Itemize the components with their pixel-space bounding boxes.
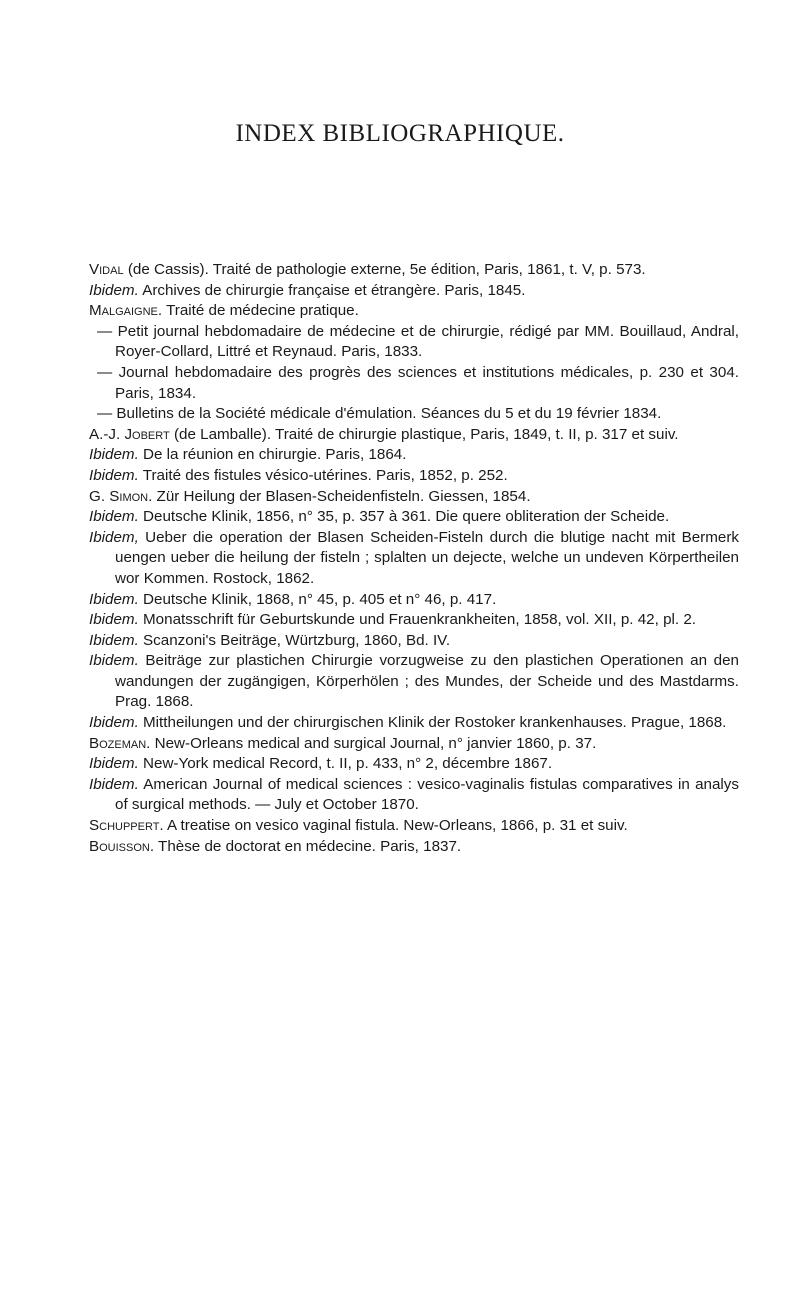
bibliography-entry	[89, 837, 739, 858]
bibliography-entry	[89, 281, 739, 302]
bibliography-entry	[89, 425, 739, 446]
entry-text: New-York medical Record, t. II, p. 433, n° 2, décembre 1867.	[138, 755, 553, 773]
entry-author: Ibidem.	[89, 714, 139, 732]
entry-author: Ibidem.	[89, 775, 139, 793]
entry-text: Petit journal hebdomadaire de médecine et de chirurgie, rédigé par MM. Bouillaud, Andral, Royer-Collard, Littré et Reynaud. Paris, 1833.	[112, 322, 739, 361]
entry-text: Thèse de doctorat en médecine. Paris, 1837.	[154, 837, 462, 855]
bibliography-entry	[89, 445, 739, 466]
bibliography-entry	[89, 631, 739, 652]
bibliography-entry	[89, 590, 739, 611]
bibliography-entry	[89, 466, 739, 487]
entry-author: Schuppert.	[89, 817, 164, 835]
bibliography-entry	[89, 322, 739, 363]
entry-author: —	[97, 405, 113, 423]
entry-author: Ibidem.	[89, 446, 139, 464]
entry-text: American Journal of medical sciences : vesico-vaginalis fistulas comparatives in analys of surgical methods. — July et October 1870.	[115, 775, 739, 814]
entry-text: Zür Heilung der Blasen-Scheidenfisteln. Giessen, 1854.	[152, 487, 531, 505]
bibliography-entry	[89, 754, 739, 775]
bibliography-entry	[89, 363, 739, 404]
entry-author: Bozeman.	[89, 734, 151, 752]
bibliography-list	[89, 260, 739, 857]
entry-author: Ibidem.	[89, 590, 139, 608]
entry-text: Monatsschrift für Geburtskunde und Frauenkrankheiten, 1858, vol. XII, p. 42, pl. 2.	[138, 611, 696, 629]
entry-author: A.-J. Jobert	[89, 425, 170, 443]
entry-author: Ibidem.	[89, 755, 139, 773]
entry-text: Beiträge zur plastichen Chirurgie vorzugweise zu den plastichen Operationen an den wandungen der zugängigen, Körperhölen ; des Mundes, der Scheide und des Mastdarms. Prag. 1868.	[115, 652, 739, 711]
entry-text: De la réunion en chirurgie. Paris, 1864.	[138, 446, 407, 464]
entry-author: —	[97, 322, 113, 340]
entry-text: Deutsche Klinik, 1856, n° 35, p. 357 à 361. Die quere obliteration der Scheide.	[138, 508, 670, 526]
entry-author: Ibidem.	[89, 611, 139, 629]
bibliography-entry	[89, 507, 739, 528]
entry-author: G. Simon.	[89, 487, 153, 505]
bibliography-entry	[89, 610, 739, 631]
entry-text: New-Orleans medical and surgical Journal, n° janvier 1860, p. 37.	[150, 734, 597, 752]
entry-author: Malgaigne.	[89, 302, 163, 320]
entry-author: Vidal	[89, 261, 124, 278]
bibliography-entry	[89, 487, 739, 508]
bibliography-entry	[89, 651, 739, 713]
bibliography-entry	[89, 528, 739, 590]
bibliography-entry	[89, 260, 739, 281]
entry-text: Journal hebdomadaire des progrès des sciences et institutions médicales, p. 230 et 304. Paris, 1834.	[112, 363, 739, 402]
entry-text: (de Lamballe). Traité de chirurgie plastique, Paris, 1849, t. II, p. 317 et suiv.	[169, 425, 679, 443]
entry-author: Ibidem.	[89, 631, 139, 649]
entry-text: (de Cassis). Traité de pathologie externe, 5e édition, Paris, 1861, t. V, p. 573.	[123, 261, 646, 278]
entry-author: Bouisson.	[89, 837, 155, 855]
entry-text: Scanzoni's Beiträge, Würtzburg, 1860, Bd. IV.	[138, 631, 451, 649]
bibliography-entry	[89, 734, 739, 755]
entry-author: Ibidem.	[89, 508, 139, 526]
entry-author: Ibidem.	[89, 281, 139, 299]
bibliography-entry	[89, 775, 739, 816]
entry-text: Ueber die operation der Blasen Scheiden-Fisteln durch die blutige nacht mit Bermerk uengen ueber die heilung der fisteln ; splalten un dejecte, welche un undeven Körpertheilen wor Kommen. Rostock, 1862.	[115, 528, 739, 587]
bibliography-entry	[89, 713, 739, 734]
entry-text: Deutsche Klinik, 1868, n° 45, p. 405 et n° 46, p. 417.	[138, 590, 497, 608]
entry-author: Ibidem,	[89, 528, 139, 546]
entry-author: Ibidem.	[89, 466, 139, 484]
entry-text: Traité de médecine pratique.	[162, 302, 359, 320]
bibliography-entry	[89, 404, 739, 425]
entry-text: Archives de chirurgie française et étrangère. Paris, 1845.	[138, 281, 526, 299]
entry-author: Ibidem.	[89, 652, 139, 670]
entry-text: Bulletins de la Société médicale d'émulation. Séances du 5 et du 19 février 1834.	[112, 405, 662, 423]
bibliography-entry	[89, 816, 739, 837]
entry-text: Traité des fistules vésico-utérines. Paris, 1852, p. 252.	[138, 466, 508, 484]
entry-text: Mittheilungen und der chirurgischen Klinik der Rostoker krankenhauses. Prague, 1868.	[138, 714, 727, 732]
entry-author: —	[97, 363, 113, 381]
entry-text: A treatise on vesico vaginal fistula. New-Orleans, 1866, p. 31 et suiv.	[163, 817, 628, 835]
page-title: INDEX BIBLIOGRAPHIQUE.	[235, 120, 565, 147]
bibliography-entry	[89, 301, 739, 322]
